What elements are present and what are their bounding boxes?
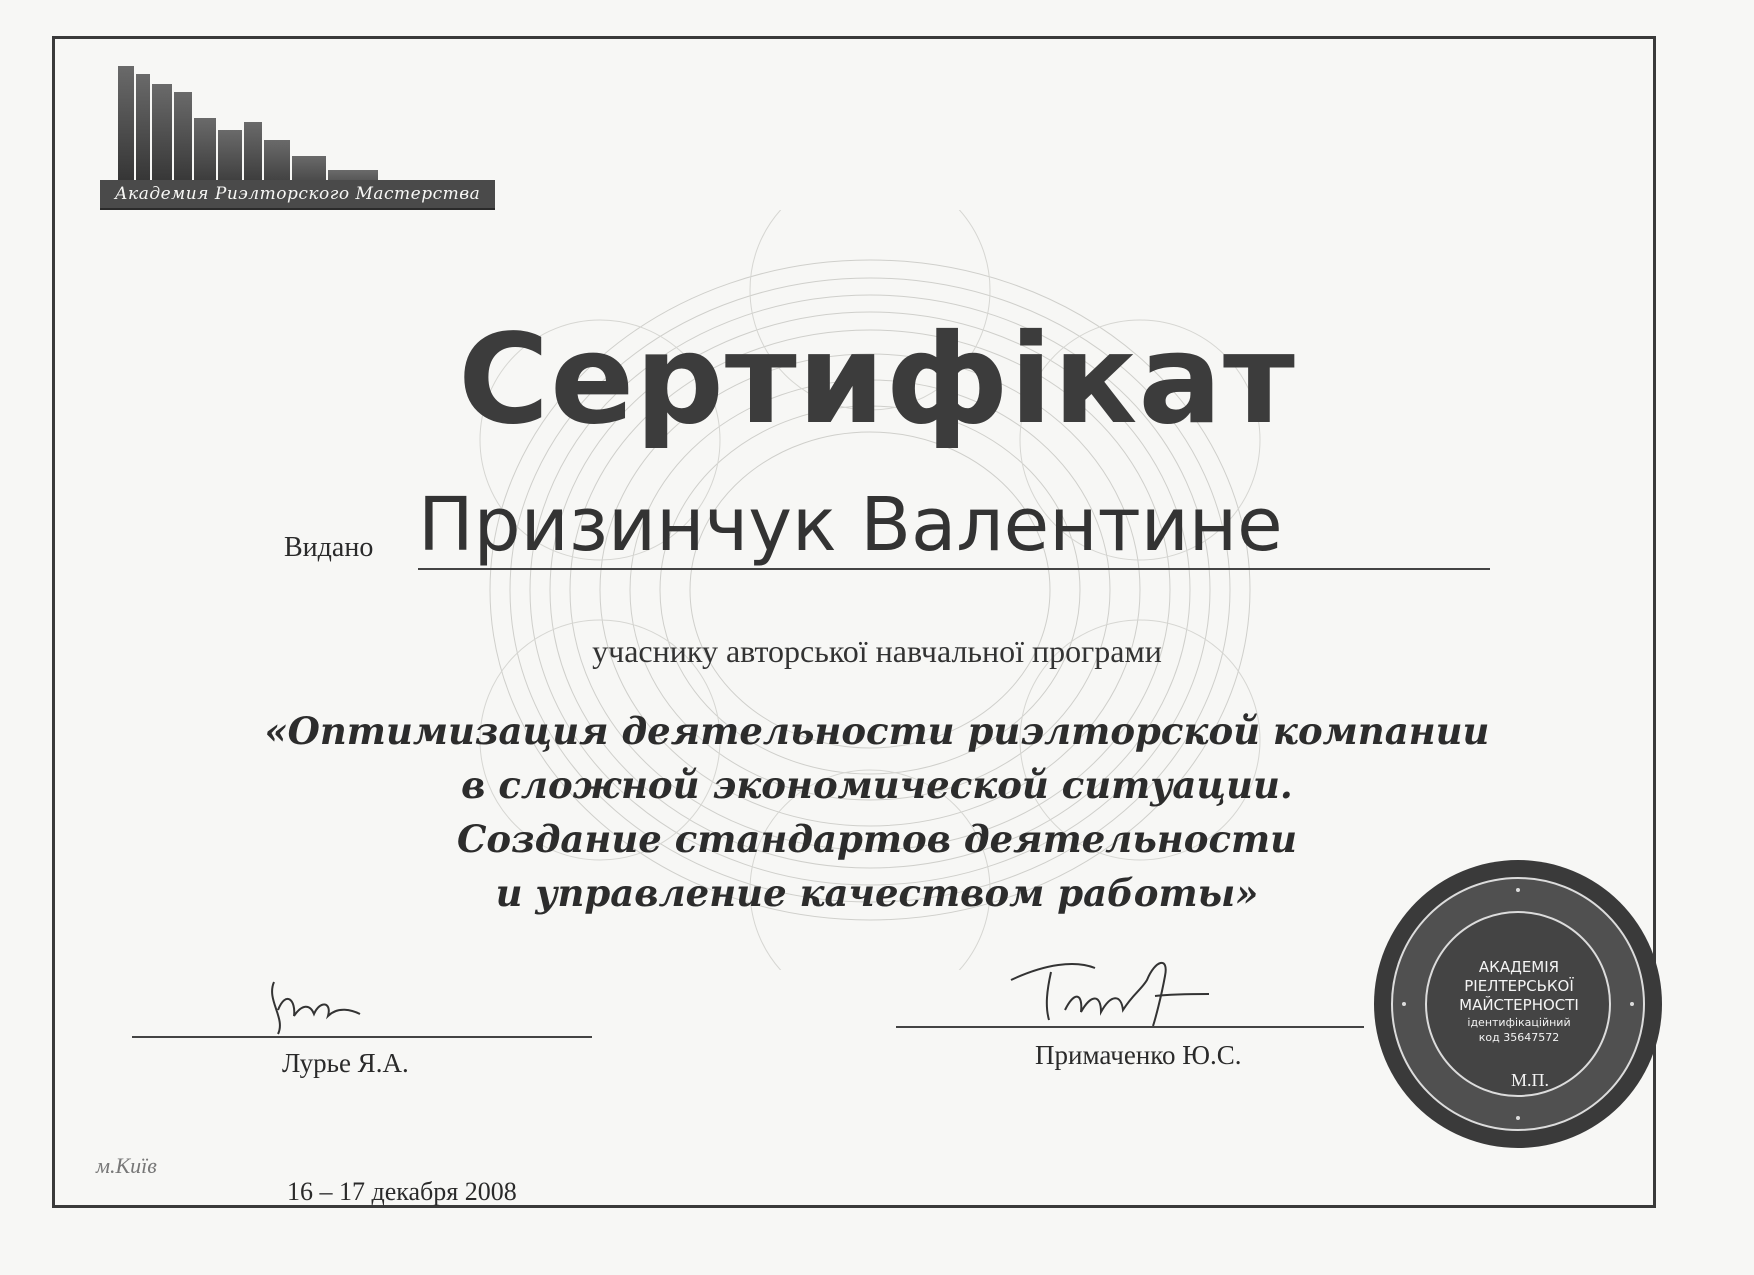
certificate-title: Сертифікат <box>458 308 1296 452</box>
issued-label: Видано <box>284 532 374 563</box>
right-signatory-name: Примаченко Ю.С. <box>1035 1040 1242 1070</box>
left-signatory-name: Лурье Я.А. <box>282 1048 409 1078</box>
recipient-underline <box>418 568 1490 570</box>
seal-line: РІЕЛТЕРСЬКОЇ <box>1464 977 1574 995</box>
program-line: «Оптимизация деятельности риэлторской компании <box>264 709 1490 753</box>
program-line: в сложной экономической ситуации. <box>461 763 1293 807</box>
seal-code-label: ідентифікаційний <box>1467 1016 1571 1029</box>
seal-code: код 35647572 <box>1478 1031 1560 1044</box>
seal-mp: М.П. <box>1510 1070 1549 1090</box>
right-signature-line <box>896 1026 1364 1028</box>
certificate-date: 16 – 17 декабря 2008 <box>287 1177 517 1206</box>
recipient-name: Призинчук Валентине <box>418 482 1283 568</box>
seal-line: МАЙСТЕРНОСТІ <box>1459 996 1579 1014</box>
logo-caption: Академия Риэлторского Мастерства <box>100 180 495 210</box>
city-label: м.Київ <box>96 1153 157 1178</box>
program-line: Создание стандартов деятельности <box>456 817 1298 861</box>
left-signature <box>256 970 366 1040</box>
program-line: и управление качеством работы» <box>495 871 1259 915</box>
participant-text: учаснику авторської навчальної програми <box>592 633 1162 669</box>
left-signature-line <box>132 1036 592 1038</box>
seal-line: АКАДЕМІЯ <box>1478 958 1560 976</box>
seal-text <box>1444 958 1594 1045</box>
right-signature <box>1005 950 1215 1030</box>
